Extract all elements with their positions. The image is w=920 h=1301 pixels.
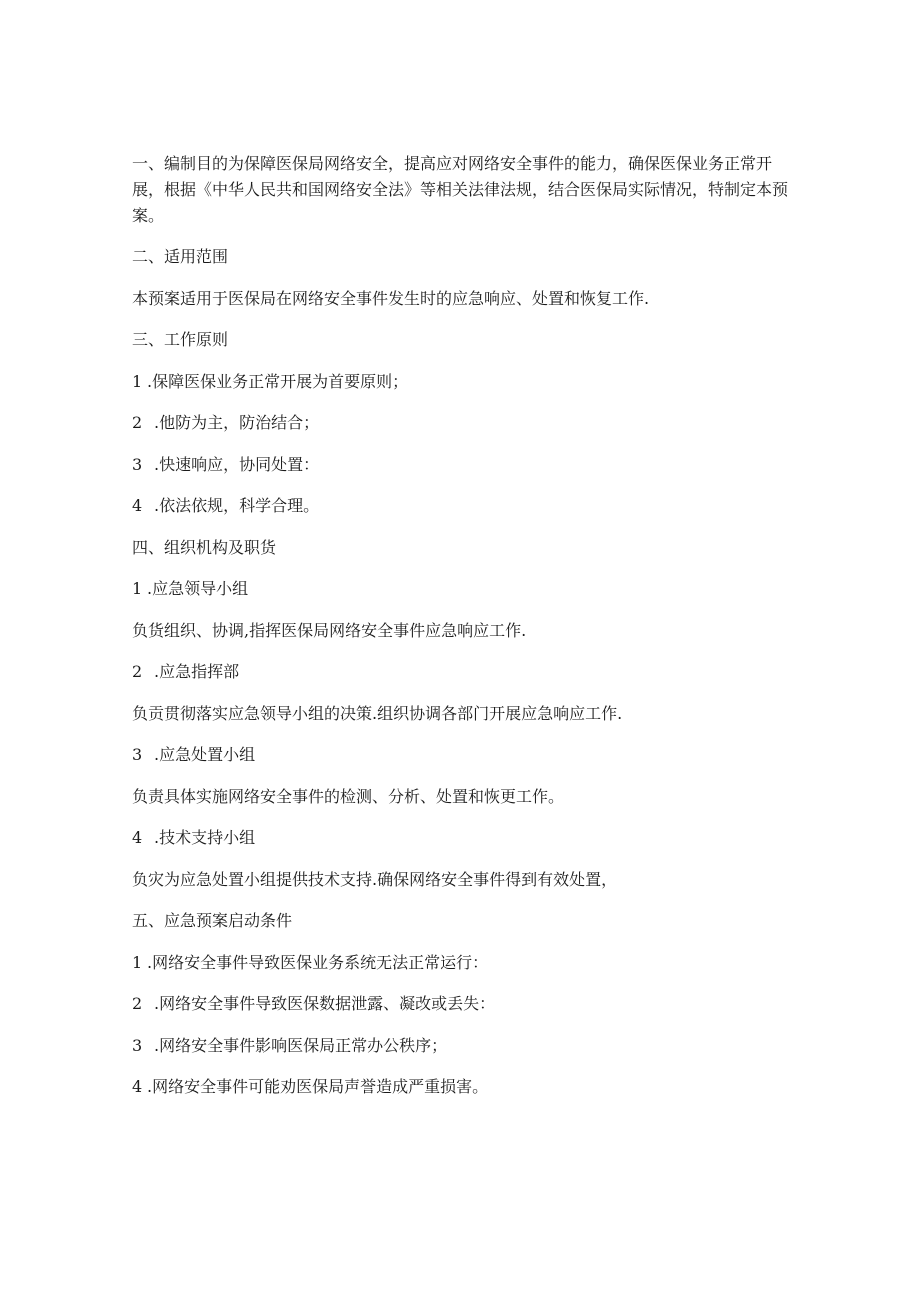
activation-item: 1 .网络安全事件导致医保业务系统无法正常运行：: [132, 950, 802, 976]
section-heading-activation: 五、应急预案启动条件: [132, 911, 293, 930]
activation-item: 3 .网络安全事件影响医保局正常办公秩序；: [132, 1033, 802, 1059]
intro-paragraph: 一、编制目的为保障医保局网络安全，提高应对网络安全事件的能力，确保医保业务正常开展，根据《中华人民共和国网络安全法》等相关法律法规，结合医保局实际情况，特制定本预案。: [132, 154, 789, 225]
item-number: 2: [132, 413, 143, 432]
item-number: 2: [132, 994, 143, 1013]
item-number: 4: [132, 496, 143, 515]
org-item: 3 .应急处置小组: [132, 742, 802, 768]
item-number: 3: [132, 454, 143, 474]
org-description: 负责具体实施网络安全事件的检测、分析、处置和恢更工作。: [132, 786, 565, 806]
org-item: 4 .技术支持小组: [132, 825, 802, 851]
item-number: 4: [132, 828, 143, 847]
activation-item: 4 .网络安全事件可能劝医保局声誉造成严重损害。: [132, 1074, 802, 1100]
org-description: 负货组织、协调,指挥医保局网络安全事件应急响应工作.: [132, 620, 527, 640]
org-description: 负灾为应急处置小组提供技术支持.确保网络安全事件得到有效处置，: [132, 869, 618, 889]
item-number: 2: [132, 662, 143, 681]
principle-item: 2 .他防为主，防治结合；: [132, 410, 802, 436]
item-number: 3: [132, 745, 143, 764]
principle-item: 1 .保障医保业务正常开展为首要原则；: [132, 369, 802, 395]
item-number: 4: [132, 1077, 143, 1096]
org-item: 2 .应急指挥部: [132, 659, 802, 685]
principle-item: 4 .依法依规，科学合理。: [132, 493, 802, 519]
item-number: 1: [132, 952, 143, 972]
scope-text: 本预案适用于医保局在网络安全事件发生时的应急响应、处置和恢复工作.: [132, 288, 650, 308]
activation-item: 2 .网络安全事件导致医保数据泄露、凝改或丢失：: [132, 991, 802, 1017]
section-heading-principles: 三、工作原则: [132, 330, 229, 349]
org-item: 1 .应急领导小组: [132, 576, 802, 602]
item-number: 3: [132, 1035, 143, 1055]
principle-item: 3 .快速响应，协同处置：: [132, 452, 802, 478]
org-description: 负贡贯彻落实应急领导小组的决策.组织协调各部门开展应急响应工作.: [132, 703, 623, 723]
item-number: 1: [132, 579, 143, 598]
section-heading-scope: 二、适用范围: [132, 247, 229, 266]
section-heading-organization: 四、组织机构及职货: [132, 537, 277, 557]
item-number: 1: [132, 371, 143, 391]
